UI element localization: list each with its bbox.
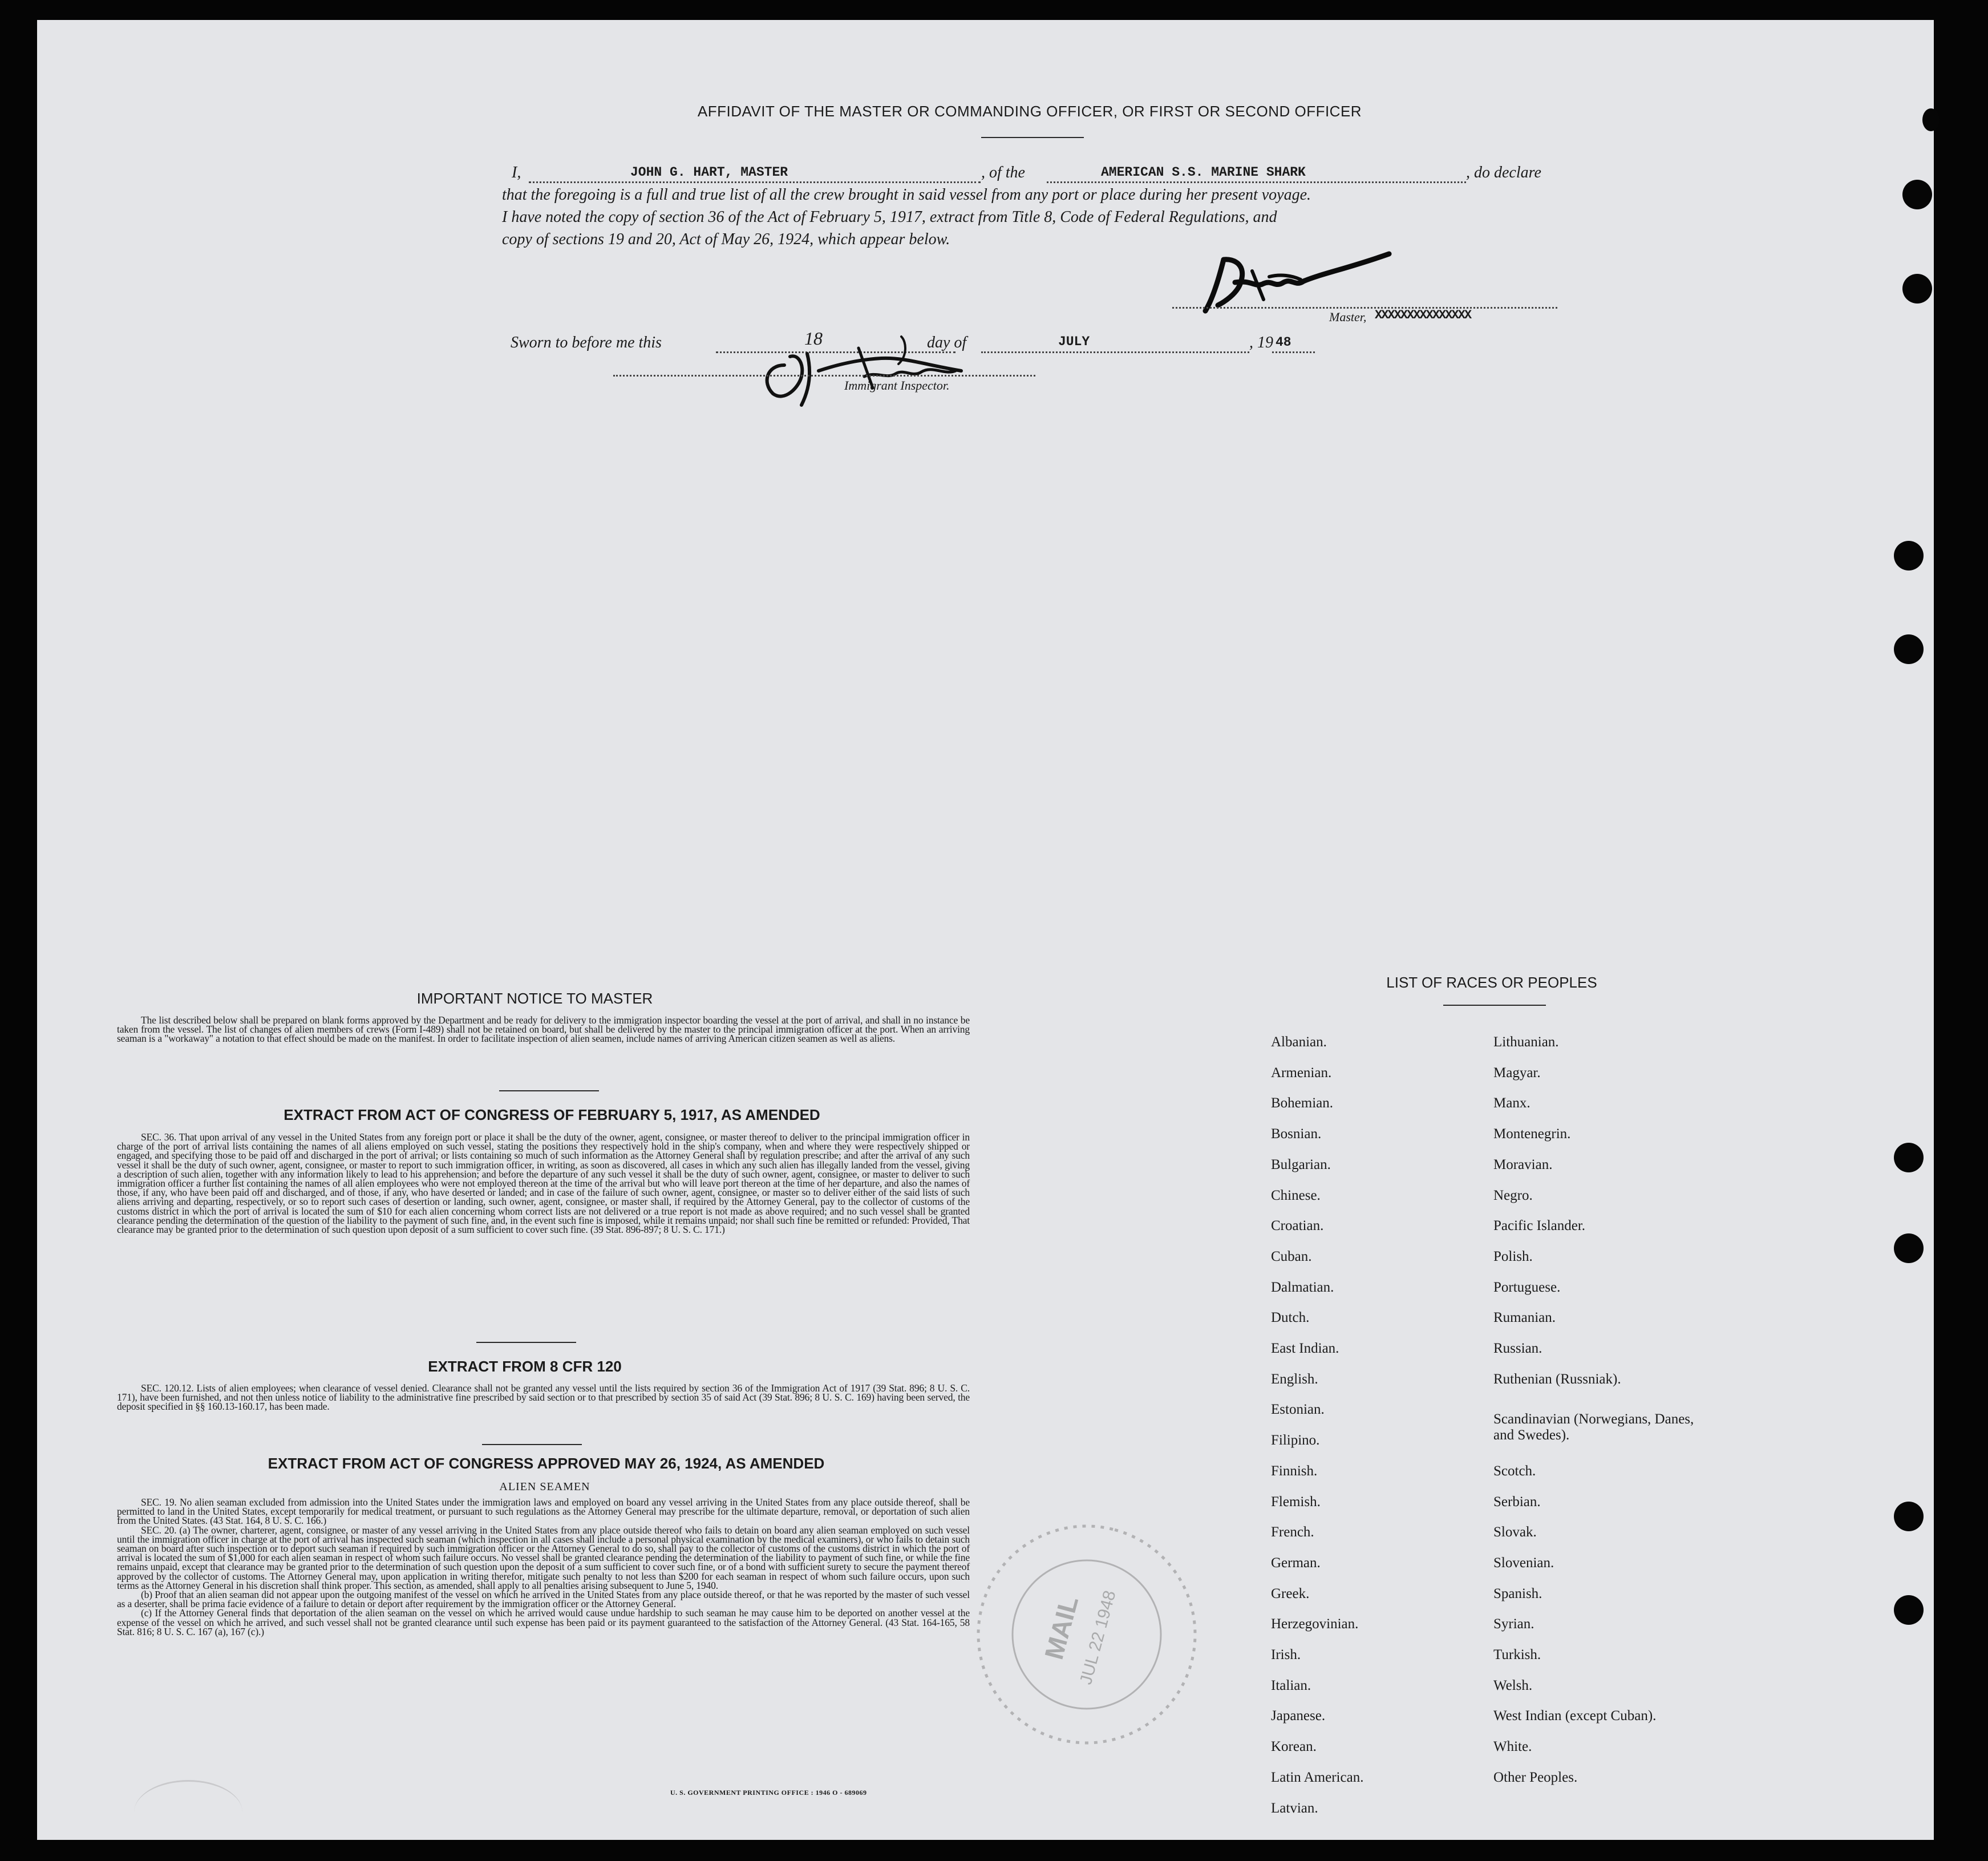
vessel-name-underline (1047, 181, 1466, 183)
race-item: Croatian. (1271, 1218, 1324, 1234)
race-item: West Indian (except Cuban). (1493, 1708, 1657, 1724)
race-item: Irish. (1271, 1647, 1301, 1662)
race-item: Montenegrin. (1493, 1126, 1571, 1142)
race-item: Filipino. (1271, 1433, 1320, 1449)
sworn-day-field: 18 (804, 328, 823, 349)
extract-1924-title: EXTRACT FROM ACT OF CONGRESS APPROVED MAY 26, 1924, AS AMENDED (268, 1455, 825, 1472)
binder-hole (1894, 1143, 1924, 1172)
affidavit-line-4: copy of sections 19 and 20, Act of May 26, 1924, which appear below. (502, 230, 950, 248)
vessel-name-field: AMERICAN S.S. MARINE SHARK (1101, 165, 1306, 180)
extract-1917-rule (476, 1342, 576, 1343)
race-item: Bulgarian. (1271, 1156, 1331, 1172)
extract-cfr-text: SEC. 120.12. Lists of alien employees; when clearance of vessel denied. Clearance shall not be granted any vessel until the lists required by section 36 of the Immigration Act of 1917 (39 Stat. 896; 8 U. S. C. 171), have been furnished, and not then unless notice of liability to the administrative fine prescribed by said section or to that prescribed by section 35 of said Act (39 Stat. 896; 8 U. S. C. 169) having been served, the deposit specified in §§ 160.13-160.17, has been made. (117, 1382, 970, 1413)
master-caption: Master, (1329, 310, 1367, 324)
notice-text: The list described below shall be prepared on blank forms approved by the Department and be ready for delivery to the immigration inspector boarding the vessel at the port of arrival, and shall in no instance be taken from the vessel. The list of changes of alien members of crews (Form I-489) shall not be retained on board, but shall be delivered by the master to the principal immigration officer at the port. When an arriving seaman is a "workaway" a notation to that effect should be made on the manifest. In order to facilitate inspection of alien seamen, include names of arriving American citizen seamen as well as aliens. (117, 1014, 970, 1045)
race-item: Bohemian. (1271, 1095, 1334, 1111)
affidavit-title-rule (981, 137, 1084, 138)
of-the-label: , of the (981, 164, 1025, 181)
race-item: Italian. (1271, 1677, 1311, 1693)
race-item: Finnish. (1271, 1463, 1318, 1479)
do-declare-label: , do declare (1466, 164, 1541, 181)
race-item: Portuguese. (1493, 1279, 1561, 1295)
race-item: Albanian. (1271, 1034, 1327, 1050)
race-item: Serbian. (1493, 1494, 1541, 1510)
race-item: Dutch. (1271, 1310, 1310, 1326)
extract-cfr-rule (482, 1444, 582, 1445)
sworn-label: Sworn to before me this (511, 334, 662, 351)
extract-1917-text: SEC. 36. That upon arrival of any vessel in the United States from any foreign port or place it shall be the duty of the owner, agent, consignee, or master thereof to deliver to the principal immigration officer in charge of the port of arrival lists containing the names of all aliens employed on such vessel, stating the positions they respectively hold in the ship's company, when and where they were respectively shipped or engaged, and specifying those to be paid off and discharged in the port of arrival; or lists containing so much of such information as the Attorney General shall by regulation prescribe; and after the arrival of any such vessel it shall be the duty of such owner, agent, consignee, or master to report to such immigration officer, in writing, as soon as discovered, all cases in which any such alien has illegally landed from the vessel, giving a description of such alien, together with any information likely to lead to his apprehension; and before the departure of any such vessel it shall be the duty of such owner, agent, consignee, or master to deliver to such immigration officer a further list containing the names of all alien employees who were not employed thereon at the time of the arrival but who will leave port thereon at the time of her departure, and also the names of those, if any, who have been paid off and discharged, and of those, if any, who have deserted or landed; and in case of the failure of such owner, agent, consignee, or master so to deliver either of the said lists of such aliens arriving and departing, respectively, or so to report such cases of desertion or landing, such owner, agent, consignee, or master shall, if required by the Attorney General, pay to the collector of customs of the customs district in which the port of arrival is located the sum of $10 for each alien concerning whom correct lists are not delivered or a true report is not made as above required; and no such vessel shall be granted clearance pending the determination of the question of the liability to the payment of such fine, and, in the event such fine is imposed, while it remains unpaid; nor shall such fine be remitted or refunded: Provided, That clearance may be granted prior to the determination of such question upon deposit of a sum sufficient to cover such fine. (39 Stat. 896-897; 8 U. S. C. 171.) (117, 1131, 970, 1236)
extract-cfr-title: EXTRACT FROM 8 CFR 120 (428, 1358, 622, 1375)
race-item: Korean. (1271, 1739, 1317, 1755)
inspector-caption: Immigrant Inspector. (844, 378, 950, 393)
race-item: Scotch. (1493, 1463, 1536, 1479)
year-prefix: , 19 (1249, 334, 1273, 351)
notice-rule (499, 1090, 599, 1091)
race-item: Scandinavian (Norwegians, Danes, and Swedes). (1493, 1411, 1694, 1443)
race-item: Cuban. (1271, 1248, 1312, 1264)
race-item: Moravian. (1493, 1156, 1553, 1172)
sec20c-text: (c) If the Attorney General finds that deportation of the alien seaman on the vessel on which he arrived would cause undue hardship to such seaman he may cause him to be deported on another vessel at the expense of the vessel on which he arrived, and such vessel shall not be granted clearance until such expense has been paid or its payment guaranteed to the satisfaction of the Attorney General. (43 Stat. 164-165, 58 Stat. 816; 8 U. S. C. 167 (a), 167 (c).) (117, 1607, 970, 1637)
race-item: Russian. (1493, 1341, 1542, 1356)
binder-hole (1894, 1502, 1924, 1531)
inspector-signature-line (613, 375, 1035, 377)
race-item: Estonian. (1271, 1402, 1325, 1418)
master-name-underline (529, 181, 981, 183)
race-item: Pacific Islander. (1493, 1218, 1586, 1234)
binder-hole (1894, 1233, 1924, 1263)
race-item: East Indian. (1271, 1341, 1339, 1356)
race-item: Syrian. (1493, 1616, 1534, 1632)
race-item: Chinese. (1271, 1187, 1321, 1203)
binder-hole (1902, 274, 1932, 304)
stamp-mail-text: MAIL (1038, 1593, 1084, 1663)
embossed-seal-fragment (134, 1780, 242, 1844)
notice-title: IMPORTANT NOTICE TO MASTER (416, 990, 653, 1007)
race-item: Slovenian. (1493, 1555, 1554, 1571)
race-item: Lithuanian. (1493, 1034, 1559, 1050)
race-item: Latin American. (1271, 1769, 1364, 1785)
stamp-date-text: JUL 22 1948 (1076, 1588, 1120, 1687)
race-item: English. (1271, 1371, 1318, 1387)
race-item: Other Peoples. (1493, 1769, 1578, 1785)
sec19-text: SEC. 19. No alien seaman excluded from admission into the United States under the immigration laws and employed on board any vessel arriving in the United States from any place outside thereof, shall be permitted to land in the United States, except temporarily for medical treatment, or pursuant to such regulations as the Attorney General may prescribe for the ultimate departure, removal, or deportation of such alien from the United States. (43 Stat. 164, 8 U. S. C. 166.) (117, 1496, 970, 1527)
race-item: Greek. (1271, 1585, 1310, 1601)
master-name-field: JOHN G. HART, MASTER (630, 165, 788, 180)
race-item: Polish. (1493, 1248, 1533, 1264)
master-signature-line (1172, 307, 1557, 309)
race-item: Turkish. (1493, 1647, 1541, 1662)
race-item: French. (1271, 1524, 1314, 1540)
binder-hole (1902, 180, 1932, 209)
affidavit-title: AFFIDAVIT OF THE MASTER OR COMMANDING OFFICER, OR FIRST OR SECOND OFFICER (697, 103, 1362, 120)
affidavit-i-label: I, (512, 164, 521, 181)
binder-hole (1894, 541, 1924, 571)
affidavit-line-3: I have noted the copy of section 36 of the Act of February 5, 1917, extract from Title 8, Code of Federal Regulations, and (502, 208, 1277, 226)
document-page (37, 20, 1934, 1840)
race-item: Herzegovinian. (1271, 1616, 1359, 1632)
race-item: Flemish. (1271, 1494, 1321, 1510)
races-title-rule (1443, 1005, 1546, 1006)
affidavit-line-2: that the foregoing is a full and true list of all the crew brought in said vessel from any port or place during her present voyage. (502, 186, 1311, 204)
race-item: Armenian. (1271, 1065, 1332, 1081)
binder-hole (1894, 1595, 1924, 1625)
day-of-label: day of (927, 334, 967, 351)
sworn-month-underline (981, 351, 1249, 353)
sec20a-text: SEC. 20. (a) The owner, charterer, agent, consignee, or master of any vessel arriving in the United States from any place outside thereof who fails to detain on board any alien seaman employed on such vessel until the immigration officer in charge at the port of arrival has inspected such seaman (which inspection in all cases shall include a personal physical examination by the medical examiners), or who fails to detain such seaman on board after such inspection or to deport such seaman if required by such immigration officer or the Attorney General to do so, shall pay to the collector of customs of the customs district in which the port of arrival is located the sum of $1,000 for each alien seaman in respect of whom such failure occurs. No vessel shall be granted clearance pending the determination of the liability to payment of such fine, or while the fine remains unpaid, except that clearance may be granted prior to the determination of such question upon the deposit of a sum sufficient to cover such fine, or of a bond with sufficient surety to secure the payment thereof approved by the collector of customs. The Attorney General may, upon application in writing therefor, mitigate such penalty to not less than $200 for each seaman in respect of whom such failure occurs, upon such terms as the Attorney General in his discretion shall think proper. This section, as amended, shall apply to all penalties arising subsequent to June 5, 1940. (117, 1524, 970, 1591)
mail-received-stamp (967, 1515, 1206, 1754)
extract-1917-title: EXTRACT FROM ACT OF CONGRESS OF FEBRUARY 5, 1917, AS AMENDED (284, 1106, 820, 1123)
races-title: LIST OF RACES OR PEOPLES (1386, 974, 1597, 991)
sworn-month-field: JULY (1058, 334, 1090, 349)
race-item: White. (1493, 1739, 1532, 1755)
race-item: Slovak. (1493, 1524, 1537, 1540)
race-item: Japanese. (1271, 1708, 1326, 1724)
binder-hole (1894, 634, 1924, 664)
race-item: Rumanian. (1493, 1310, 1556, 1326)
sec20b-text: (b) Proof that an alien seaman did not appear upon the outgoing manifest of the vessel on which he arrived in the United States from any place outside thereof, or that he was reported by the master of such vessel as a deserter, shall be prima facie evidence of a failure to detain or deport after requirement by the immigration officer or the Attorney General. (117, 1589, 970, 1610)
extract-1924-subtitle: ALIEN SEAMEN (499, 1480, 590, 1493)
extract-1924-sec19 (117, 1498, 970, 1636)
year-underline (1272, 351, 1315, 353)
race-item: Latvian. (1271, 1800, 1318, 1816)
master-caption-struck: XXXXXXXXXXXXXXX (1375, 308, 1471, 322)
gpo-imprint: U. S. GOVERNMENT PRINTING OFFICE : 1946 O - 689069 (670, 1789, 867, 1797)
race-item: Spanish. (1493, 1585, 1542, 1601)
race-item: German. (1271, 1555, 1321, 1571)
binder-hole-partial (1922, 108, 1940, 131)
race-item: Welsh. (1493, 1677, 1533, 1693)
year-field: 48 (1276, 335, 1291, 350)
race-item: Magyar. (1493, 1065, 1541, 1081)
race-item: Negro. (1493, 1187, 1533, 1203)
inspector-signature (744, 331, 984, 416)
race-item: Ruthenian (Russniak). (1493, 1371, 1621, 1387)
race-item: Dalmatian. (1271, 1279, 1334, 1295)
race-item: Bosnian. (1271, 1126, 1322, 1142)
race-item: Manx. (1493, 1095, 1531, 1111)
